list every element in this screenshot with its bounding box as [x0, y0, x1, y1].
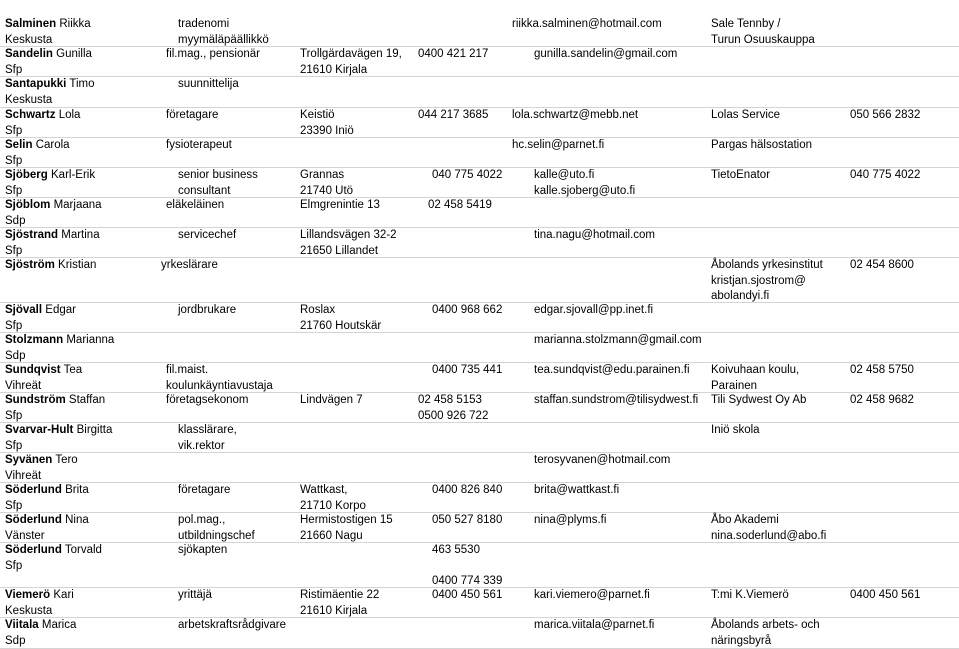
occupation-cell: [178, 618, 286, 634]
first-name: Torvald: [64, 544, 102, 556]
address-cell-line: Lindvägen 7: [300, 394, 363, 406]
person-name-cell: [5, 618, 76, 649]
email-cell-line: marianna.stolzmann@gmail.com: [534, 334, 702, 346]
occupation-cell: [178, 513, 255, 544]
organization-cell-line: Koivuhaan koulu,: [711, 364, 800, 376]
organization-cell-line: Åbolands arbets- och: [711, 619, 820, 631]
first-name: Martina: [61, 229, 100, 241]
address-cell-line: 21760 Houtskär: [300, 319, 382, 332]
occupation-cell-line: yrkeslärare: [161, 259, 218, 271]
address-cell-line: 21710 Korpo: [300, 499, 366, 512]
phone-cell: [428, 198, 492, 214]
occupation-cell: [178, 588, 212, 604]
email-cell: [534, 513, 606, 529]
person-name-cell: [5, 423, 112, 454]
email-cell-line: brita@wattkast.fi: [534, 484, 620, 496]
last-name: Sandelin: [5, 48, 53, 60]
address-cell-line: Hermistostigen 15: [300, 514, 393, 526]
occupation-cell-line: företagare: [166, 109, 219, 121]
phone-cell-line: 0500 926 722: [418, 409, 489, 422]
party-label: Sdp: [5, 349, 26, 362]
person-name: [5, 513, 89, 529]
organization-cell: [711, 393, 806, 409]
email-cell: [534, 618, 654, 634]
address-cell-line: Trollgärdavägen 19,: [300, 48, 402, 60]
organization-cell: [711, 138, 812, 154]
phone-cell-line: 044 217 3685: [418, 109, 489, 121]
occupation-cell: [161, 258, 218, 274]
first-name: Gunilla: [56, 48, 92, 60]
occupation-cell-line: fil.maist.: [166, 364, 209, 376]
occupation-cell-line: utbildningschef: [178, 529, 255, 542]
last-name: Svarvar-Hult: [5, 424, 74, 436]
table-row: [0, 588, 959, 617]
last-name: Sjöberg: [5, 169, 48, 181]
organization-cell-line: nina.soderlund@abo.fi: [711, 529, 827, 542]
occupation-cell-line: servicechef: [178, 229, 237, 241]
email-cell: [534, 333, 702, 349]
organization-cell: [711, 588, 789, 604]
address-cell-line: Elmgrenintie 13: [300, 199, 380, 211]
last-name: Selin: [5, 139, 33, 151]
address-cell-line: 21660 Nagu: [300, 529, 363, 542]
occupation-cell: [178, 168, 258, 199]
occupation-cell: [178, 17, 269, 48]
address-cell-line: Lillandsvägen 32-2: [300, 229, 397, 241]
email-cell: [534, 588, 650, 604]
first-name: Staffan: [68, 394, 106, 406]
address-cell: [300, 47, 402, 78]
occupation-cell: [166, 138, 232, 154]
person-name: [5, 483, 89, 499]
person-name: [5, 423, 112, 439]
party-label: Sfp: [5, 559, 23, 572]
table-row: [0, 483, 959, 512]
organization-cell-line: abolandyi.fi: [711, 290, 770, 302]
work-phone-cell: [850, 363, 914, 379]
organization-cell-line: Pargas hälsostation: [711, 139, 813, 151]
last-name: Stolzmann: [5, 334, 64, 346]
occupation-cell: [178, 303, 236, 319]
person-name-cell: [5, 588, 74, 619]
phone-cell-line: [432, 559, 502, 575]
email-cell-line: terosyvanen@hotmail.com: [534, 454, 671, 466]
last-name: Söderlund: [5, 484, 62, 496]
address-cell-line: 21740 Utö: [300, 184, 354, 197]
phone-cell-line: 0400 735 441: [432, 364, 503, 376]
table-row: [0, 423, 959, 452]
occupation-cell: [178, 483, 230, 499]
first-name: Marianna: [66, 334, 115, 346]
first-name: Marjaana: [53, 199, 102, 211]
table-row: [0, 198, 959, 227]
email-cell-line: tina.nagu@hotmail.com: [534, 229, 655, 241]
occupation-cell-line: vik.rektor: [178, 439, 225, 452]
first-name: Brita: [65, 484, 89, 496]
first-name: Karl-Erik: [51, 169, 96, 181]
organization-cell-line: Lolas Service: [711, 109, 781, 121]
first-name: Edgar: [45, 304, 76, 316]
email-cell: [512, 138, 604, 154]
organization-cell-line: Åbo Akademi: [711, 514, 779, 526]
phone-cell: [432, 483, 502, 499]
organization-cell-line: TietoEnator: [711, 169, 771, 181]
work-phone-cell: [850, 108, 920, 124]
party-label: Sdp: [5, 634, 26, 647]
phone-cell-line: 02 458 5419: [428, 199, 492, 211]
party-label: Keskusta: [5, 93, 53, 106]
occupation-cell: [178, 77, 239, 93]
party-label: Keskusta: [5, 33, 53, 46]
email-cell-line: nina@plyms.fi: [534, 514, 607, 526]
address-cell: [300, 108, 354, 139]
person-name: [5, 543, 102, 559]
occupation-cell-line: koulunkäyntiavustaja: [166, 379, 273, 392]
party-label: Sfp: [5, 439, 23, 452]
occupation-cell: [166, 108, 218, 124]
table-row: [0, 228, 959, 257]
last-name: Söderlund: [5, 514, 62, 526]
occupation-cell-line: fysioterapeut: [166, 139, 232, 151]
organization-cell-line: Parainen: [711, 379, 758, 392]
address-cell: [300, 588, 379, 619]
person-name-cell: [5, 47, 92, 78]
address-cell: [300, 513, 393, 544]
address-cell: [300, 483, 366, 514]
occupation-cell-line: pol.mag.,: [178, 514, 226, 526]
email-cell-line: kalle@uto.fi: [534, 169, 595, 181]
address-cell-line: 21610 Kirjala: [300, 604, 368, 617]
person-name-cell: [5, 393, 105, 424]
last-name: Syvänen: [5, 454, 53, 466]
phone-cell-line: 0400 968 662: [432, 304, 503, 316]
organization-cell-line: T:mi K.Viemerö: [711, 589, 789, 601]
first-name: Lola: [58, 109, 81, 121]
occupation-cell: [178, 228, 236, 244]
address-cell-line: 21610 Kirjala: [300, 63, 368, 76]
person-name: [5, 453, 78, 469]
person-name-cell: [5, 303, 76, 334]
first-name: Kari: [53, 589, 74, 601]
person-name: [5, 198, 102, 214]
table-row: [0, 17, 959, 46]
person-name: [5, 258, 96, 274]
organization-cell-line: Sale Tennby /: [711, 18, 781, 30]
organization-cell: [711, 108, 780, 124]
first-name: Riikka: [59, 18, 91, 30]
person-name: [5, 363, 82, 379]
party-label: Sfp: [5, 154, 23, 167]
table-row: [0, 258, 959, 302]
organization-cell: [711, 258, 823, 305]
phone-cell: [418, 393, 488, 424]
first-name: Timo: [69, 78, 95, 90]
person-name-cell: [5, 138, 70, 169]
occupation-cell-line: företagsekonom: [166, 394, 249, 406]
table-row: [0, 393, 959, 422]
email-cell-line: marica.viitala@parnet.fi: [534, 619, 655, 631]
organization-cell-line: Iniö skola: [711, 424, 760, 436]
email-cell-line: hc.selin@parnet.fi: [512, 139, 605, 151]
organization-cell: [711, 17, 815, 48]
occupation-cell-line: senior business: [178, 169, 258, 181]
phone-cell: [432, 588, 502, 604]
phone-cell-line: 0400 774 339: [432, 575, 503, 587]
last-name: Sundqvist: [5, 364, 61, 376]
last-name: Santapukki: [5, 78, 67, 90]
email-cell-line: gunilla.sandelin@gmail.com: [534, 48, 678, 60]
person-name: [5, 77, 95, 93]
organization-cell-line: Tili Sydwest Oy Ab: [711, 394, 807, 406]
organization-cell: [711, 168, 770, 184]
address-cell-line: Ristimäentie 22: [300, 589, 380, 601]
party-label: Sfp: [5, 124, 23, 137]
address-cell: [300, 168, 353, 199]
work-phone-cell-line: 050 566 2832: [850, 109, 921, 121]
person-name-cell: [5, 258, 96, 274]
phone-cell-line: 0400 421 217: [418, 48, 489, 60]
last-name: Sjövall: [5, 304, 43, 316]
address-cell-line: 23390 Iniö: [300, 124, 354, 137]
occupation-cell-line: sjökapten: [178, 544, 228, 556]
email-cell: [534, 303, 653, 319]
first-name: Tero: [55, 454, 78, 466]
table-row: [0, 453, 959, 482]
last-name: Sundström: [5, 394, 66, 406]
occupation-cell: [178, 543, 227, 559]
first-name: Kristian: [58, 259, 97, 271]
email-cell: [534, 483, 619, 499]
party-label: Vänster: [5, 529, 45, 542]
last-name: Viitala: [5, 619, 39, 631]
table-row: [0, 168, 959, 197]
last-name: Sjöström: [5, 259, 55, 271]
person-name-cell: [5, 543, 102, 574]
email-cell-line: lola.schwartz@mebb.net: [512, 109, 639, 121]
first-name: Carola: [35, 139, 70, 151]
table-row: [0, 303, 959, 332]
person-name-cell: [5, 17, 91, 48]
party-label: Keskusta: [5, 604, 53, 617]
address-cell-line: Roslax: [300, 304, 336, 316]
last-name: Sjöblom: [5, 199, 51, 211]
occupation-cell-line: arbetskraftsrådgivare: [178, 619, 287, 631]
occupation-cell-line: jordbrukare: [178, 304, 237, 316]
party-label: Sfp: [5, 244, 23, 257]
email-cell-line: kalle.sjoberg@uto.fi: [534, 184, 636, 197]
occupation-cell: [166, 393, 248, 409]
work-phone-cell: [850, 588, 920, 604]
occupation-cell-line: fil.mag., pensionär: [166, 48, 260, 60]
party-label: Vihreät: [5, 379, 42, 392]
person-name: [5, 303, 76, 319]
person-name-cell: [5, 483, 89, 514]
occupation-cell-line: yrittäjä: [178, 589, 212, 601]
phone-cell: [432, 513, 502, 529]
person-name: [5, 47, 92, 63]
table-row: [0, 77, 959, 107]
organization-cell: [711, 423, 760, 439]
person-name-cell: [5, 333, 114, 364]
email-cell-line: staffan.sundstrom@tilisydwest.fi: [534, 394, 699, 406]
table-row: [0, 618, 959, 648]
table-row: [0, 108, 959, 137]
email-cell: [512, 17, 662, 33]
person-name-cell: [5, 168, 95, 199]
organization-cell: [711, 513, 826, 544]
organization-cell-line: Turun Osuuskauppa: [711, 33, 815, 46]
party-label: Sfp: [5, 184, 23, 197]
party-label: Vihreät: [5, 469, 42, 482]
phone-cell: [418, 108, 488, 124]
organization-cell-line: kristjan.sjostrom@: [711, 274, 806, 287]
occupation-cell: [166, 198, 224, 214]
email-cell-line: tea.sundqvist@edu.parainen.fi: [534, 364, 690, 376]
address-cell-line: Keistiö: [300, 109, 335, 121]
phone-cell-line: 0400 826 840: [432, 484, 503, 496]
phone-cell-line: 0400 450 561: [432, 589, 503, 601]
organization-cell-line: Åbolands yrkesinstitut: [711, 259, 823, 271]
last-name: Söderlund: [5, 544, 62, 556]
email-cell: [534, 47, 677, 63]
address-cell: [300, 228, 397, 259]
last-name: Sjöstrand: [5, 229, 59, 241]
occupation-cell-line: myymäläpäällikkö: [178, 33, 269, 46]
person-name: [5, 333, 114, 349]
person-name-cell: [5, 77, 95, 108]
party-label: Sfp: [5, 319, 23, 332]
phone-cell: [432, 363, 502, 379]
last-name: Salminen: [5, 18, 57, 30]
work-phone-cell-line: 040 775 4022: [850, 169, 921, 181]
organization-cell: [711, 618, 820, 649]
first-name: Nina: [65, 514, 89, 526]
table-row: [0, 47, 959, 76]
work-phone-cell: [850, 258, 914, 274]
table-row: [0, 513, 959, 542]
work-phone-cell: [850, 168, 920, 184]
occupation-cell: [166, 363, 273, 394]
first-name: Marica: [41, 619, 77, 631]
address-cell-line: Wattkast,: [300, 484, 348, 496]
person-name: [5, 168, 95, 184]
table-row: [0, 363, 959, 392]
organization-cell: [711, 363, 799, 394]
occupation-cell-line: tradenomi: [178, 18, 230, 30]
person-name: [5, 393, 105, 409]
address-cell: [300, 198, 380, 214]
address-cell-line: Grannas: [300, 169, 345, 181]
work-phone-cell: [850, 393, 914, 409]
occupation-cell-line: suunnittelija: [178, 78, 239, 90]
first-name: Birgitta: [76, 424, 113, 436]
occupation-cell-line: eläkeläinen: [166, 199, 225, 211]
phone-cell: [432, 543, 502, 590]
person-name-cell: [5, 363, 82, 394]
person-name-cell: [5, 198, 102, 229]
email-cell-line: riikka.salminen@hotmail.com: [512, 18, 662, 30]
table-row: [0, 333, 959, 362]
person-name: [5, 588, 74, 604]
work-phone-cell-line: 02 458 9682: [850, 394, 914, 406]
phone-cell-line: 463 5530: [432, 544, 480, 556]
address-cell: [300, 393, 363, 409]
occupation-cell-line: klasslärare,: [178, 424, 237, 436]
party-label: Sfp: [5, 63, 23, 76]
table-row: [0, 543, 959, 587]
party-label: Sfp: [5, 499, 23, 512]
occupation-cell: [178, 423, 237, 454]
organization-cell-line: näringsbyrå: [711, 634, 772, 647]
phone-cell-line: 040 775 4022: [432, 169, 503, 181]
person-name: [5, 138, 70, 154]
work-phone-cell-line: 02 454 8600: [850, 259, 914, 271]
address-cell: [300, 303, 381, 334]
person-name: [5, 228, 100, 244]
person-name-cell: [5, 228, 100, 259]
email-cell: [534, 393, 698, 409]
table-row: [0, 138, 959, 167]
email-cell: [534, 228, 655, 244]
occupation-cell-line: consultant: [178, 184, 231, 197]
email-cell: [534, 168, 635, 199]
first-name: Tea: [63, 364, 83, 376]
party-label: Sfp: [5, 409, 23, 422]
email-cell: [534, 363, 690, 379]
occupation-cell: [166, 47, 260, 63]
work-phone-cell-line: 02 458 5750: [850, 364, 914, 376]
phone-cell: [432, 168, 502, 184]
occupation-cell-line: företagare: [178, 484, 231, 496]
phone-cell: [432, 303, 502, 319]
email-cell: [512, 108, 638, 124]
work-phone-cell-line: 0400 450 561: [850, 589, 921, 601]
person-name: [5, 17, 91, 33]
person-name: [5, 108, 80, 124]
person-name-cell: [5, 513, 89, 544]
last-name: Viemerö: [5, 589, 51, 601]
last-name: Schwartz: [5, 109, 56, 121]
person-name: [5, 618, 76, 634]
person-name-cell: [5, 453, 78, 484]
phone-cell: [418, 47, 488, 63]
party-label: Sdp: [5, 214, 26, 227]
email-cell: [534, 453, 670, 469]
email-cell-line: edgar.sjovall@pp.inet.fi: [534, 304, 654, 316]
address-cell-line: 21650 Lillandet: [300, 244, 379, 257]
email-cell-line: kari.viemero@parnet.fi: [534, 589, 650, 601]
phone-cell-line: 02 458 5153: [418, 394, 482, 406]
person-name-cell: [5, 108, 80, 139]
phone-cell-line: 050 527 8180: [432, 514, 503, 526]
